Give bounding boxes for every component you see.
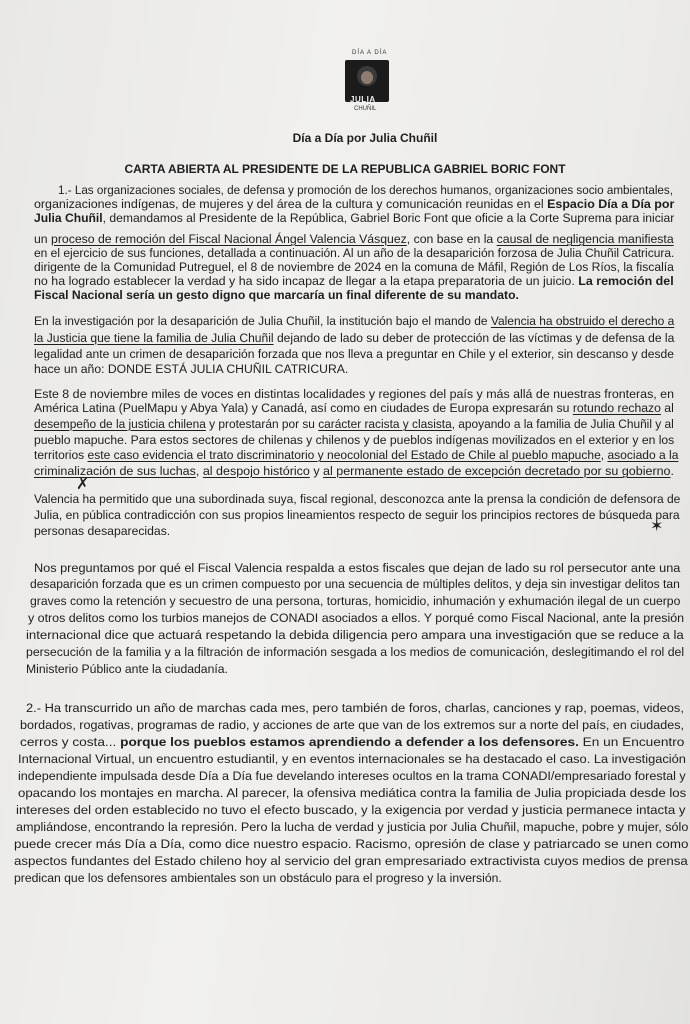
letter-line: En la investigación por la desaparición de Julia Chuñil, la institución bajo el mando de Valencia ha obstruido el derecho a	[34, 314, 675, 328]
logo-sub: CHUÑIL	[354, 106, 377, 112]
letter-line: ampliándose, encontrando la represión. Pero la lucha de verdad y justicia por Julia Chuñil, mapuche, pobre y mujer, sólo	[16, 820, 689, 834]
letter-line: Ministerio Público ante la ciudadanía.	[26, 662, 228, 676]
logo-top-text: DÍA A DÍA	[352, 50, 388, 56]
letter-line: desaparición forzada que es un crimen compuesto por una secuencia de múltiples delitos, y deja sin investigar delitos tan	[30, 577, 680, 591]
letter-line: dirigente de la Comunidad Putreguel, el 8 de noviembre de 2024 en la comuna de Máfil, Región de Los Ríos, la fiscalía	[34, 260, 674, 274]
letter-line: Este 8 de noviembre miles de voces en distintas localidades y regiones del país y más allá de nuestras fronteras, en	[34, 387, 674, 401]
letter-line: legalidad ante un crimen de desaparición forzada que nos lleva a preguntar en Chile y el exterior, sin descanso y desde	[34, 347, 674, 361]
letter-line: predican que los defensores ambientales son un obstáculo para el progreso y la inversión.	[14, 871, 502, 885]
letter-line: Nos preguntamos por qué el Fiscal Valencia respalda a estos fiscales que dejan de lado su rol persecutor ante una	[34, 561, 681, 575]
letter-line: desempeño de la justicia chilena y protestarán por su carácter racista y clasista, apoyando a la familia de Julia Chuñil y al	[34, 417, 674, 431]
letter-heading: Día a Día por Julia Chuñil	[292, 131, 438, 145]
letter-subheading: CARTA ABIERTA AL PRESIDENTE DE LA REPUBLICA GABRIEL BORIC FONT	[124, 162, 566, 176]
letter-line: Fiscal Nacional sería un gesto digno que marcaría un final diferente de su mandato.	[34, 288, 519, 302]
letter-line: independiente impulsada desde Día a Día fue develando intereses ocultos en la trama CONADI/empresariado forestal y	[18, 769, 686, 783]
letter-line: organizaciones indígenas, de mujeres y del área de la cultura y comunicación reunidas en el Espacio Día a Día por	[34, 197, 675, 211]
letter-line: y otros delitos como los turbios manejos de CONADI asociados a ellos. Y porqué como Fiscal Nacional, ante la presión	[28, 611, 685, 625]
handwritten-star-mark-end: ✶	[650, 518, 664, 535]
letter-line: intereses del orden establecido no tuvo el efecto buscado, y la exigencia por verdad y justicia permanece intacta y	[16, 803, 686, 817]
letter-line: la Justicia que tiene la familia de Julia Chuñil dejando de lado su deber de protección de las víctimas y de defensa de la	[34, 331, 675, 345]
letter-line: pueblo mapuche. Para estos sectores de chilenas y chilenos y de pueblos indígenas movilizados en el exterior y en los	[34, 433, 675, 447]
letter-line: Internacional Virtual, un encuentro estudiantil, y en eventos internacionales se ha destacado el caso. La investigación	[18, 752, 686, 766]
letter-line: cerros y costa... porque los pueblos estamos aprendiendo a defender a los defensores. En un Encuentro	[20, 735, 685, 749]
letter-line: no ha logrado establecer la verdad y ha sido incapaz de llegar a la etapa preparatoria de un juicio. La remoción del	[34, 274, 674, 288]
letter-line: 1.- Las organizaciones sociales, de defensa y promoción de los derechos humanos, organizaciones socio ambientales,	[58, 183, 673, 197]
letter-line: Julia, en pública contradicción con sus propios lineamientos respecto de seguir los principios rectores de búsqueda para	[34, 508, 680, 522]
letter-line: hace un año: DONDE ESTÁ JULIA CHUÑIL CATRICURA.	[34, 362, 349, 376]
letter-line: criminalización de sus luchas, al despojo histórico y al permanente estado de excepción decretado por su gobierno.	[34, 464, 674, 478]
letter-line: opacando los montajes en marcha. Al parecer, la ofensiva mediática contra la familia de Julia propiciada desde los	[18, 786, 687, 800]
letter-line: territorios este caso evidencia el trato discriminatorio y neocolonial del Estado de Chile al pueblo mapuche, asociado a la	[34, 448, 679, 462]
letter-line: bordados, rogativas, programas de radio, y acciones de arte que van de los extremos sur a norte del país, en ciudades,	[20, 718, 684, 732]
logo-portrait-face	[361, 71, 373, 84]
letter-line: en el ejercicio de sus funciones, detallada a continuación. Al un año de la desaparición forzosa de Julia Chuñil Catricura.	[34, 246, 675, 260]
letter-line: internacional dice que actuará respetando la debida diligencia pero ampara una investigación que se reduce a la	[26, 628, 684, 642]
letter-line: persecución de la familia y a la filtración de información sesgada a los medios de comunicación, deslegitimando el rol del	[26, 645, 685, 659]
letter-line: Valencia ha permitido que una subordinada suya, fiscal regional, desconozca ante la prensa la condición de defensora de	[34, 492, 681, 506]
letter-line: puede crecer más Día a Día, como dice nuestro espacio. Racismo, opresión de clase y patriarcado se unen como	[14, 837, 689, 851]
logo-name: JULIA	[350, 95, 376, 104]
letter-line: 2.- Ha transcurrido un año de marchas cada mes, pero también de foros, charlas, canciones y rap, poemas, videos,	[26, 701, 684, 715]
letter-line: aspectos fundantes del Estado chileno hoy al servicio del gran empresariado extractivista cuyos medios de prensa	[14, 854, 688, 868]
letter-line: un proceso de remoción del Fiscal Nacional Ángel Valencia Vásquez, con base en la causal de negligencia manifiesta	[34, 232, 674, 246]
handwritten-star-mark: ✗	[76, 476, 90, 493]
letter-line: Julia Chuñil, demandamos al Presidente de la República, Gabriel Boric Font que oficie a la Corte Suprema para iniciar	[34, 211, 675, 225]
letter-line: personas desaparecidas.	[34, 524, 171, 538]
letter-line: graves como la retención y secuestro de una persona, torturas, homicidio, inhumación y exhumación ilegal de un cuerpo	[30, 594, 681, 608]
letter-line: América Latina (PuelMapu y Abya Yala) y Canadá, así como en ciudades de Europa expresarán su rotundo rechazo al	[34, 401, 674, 415]
